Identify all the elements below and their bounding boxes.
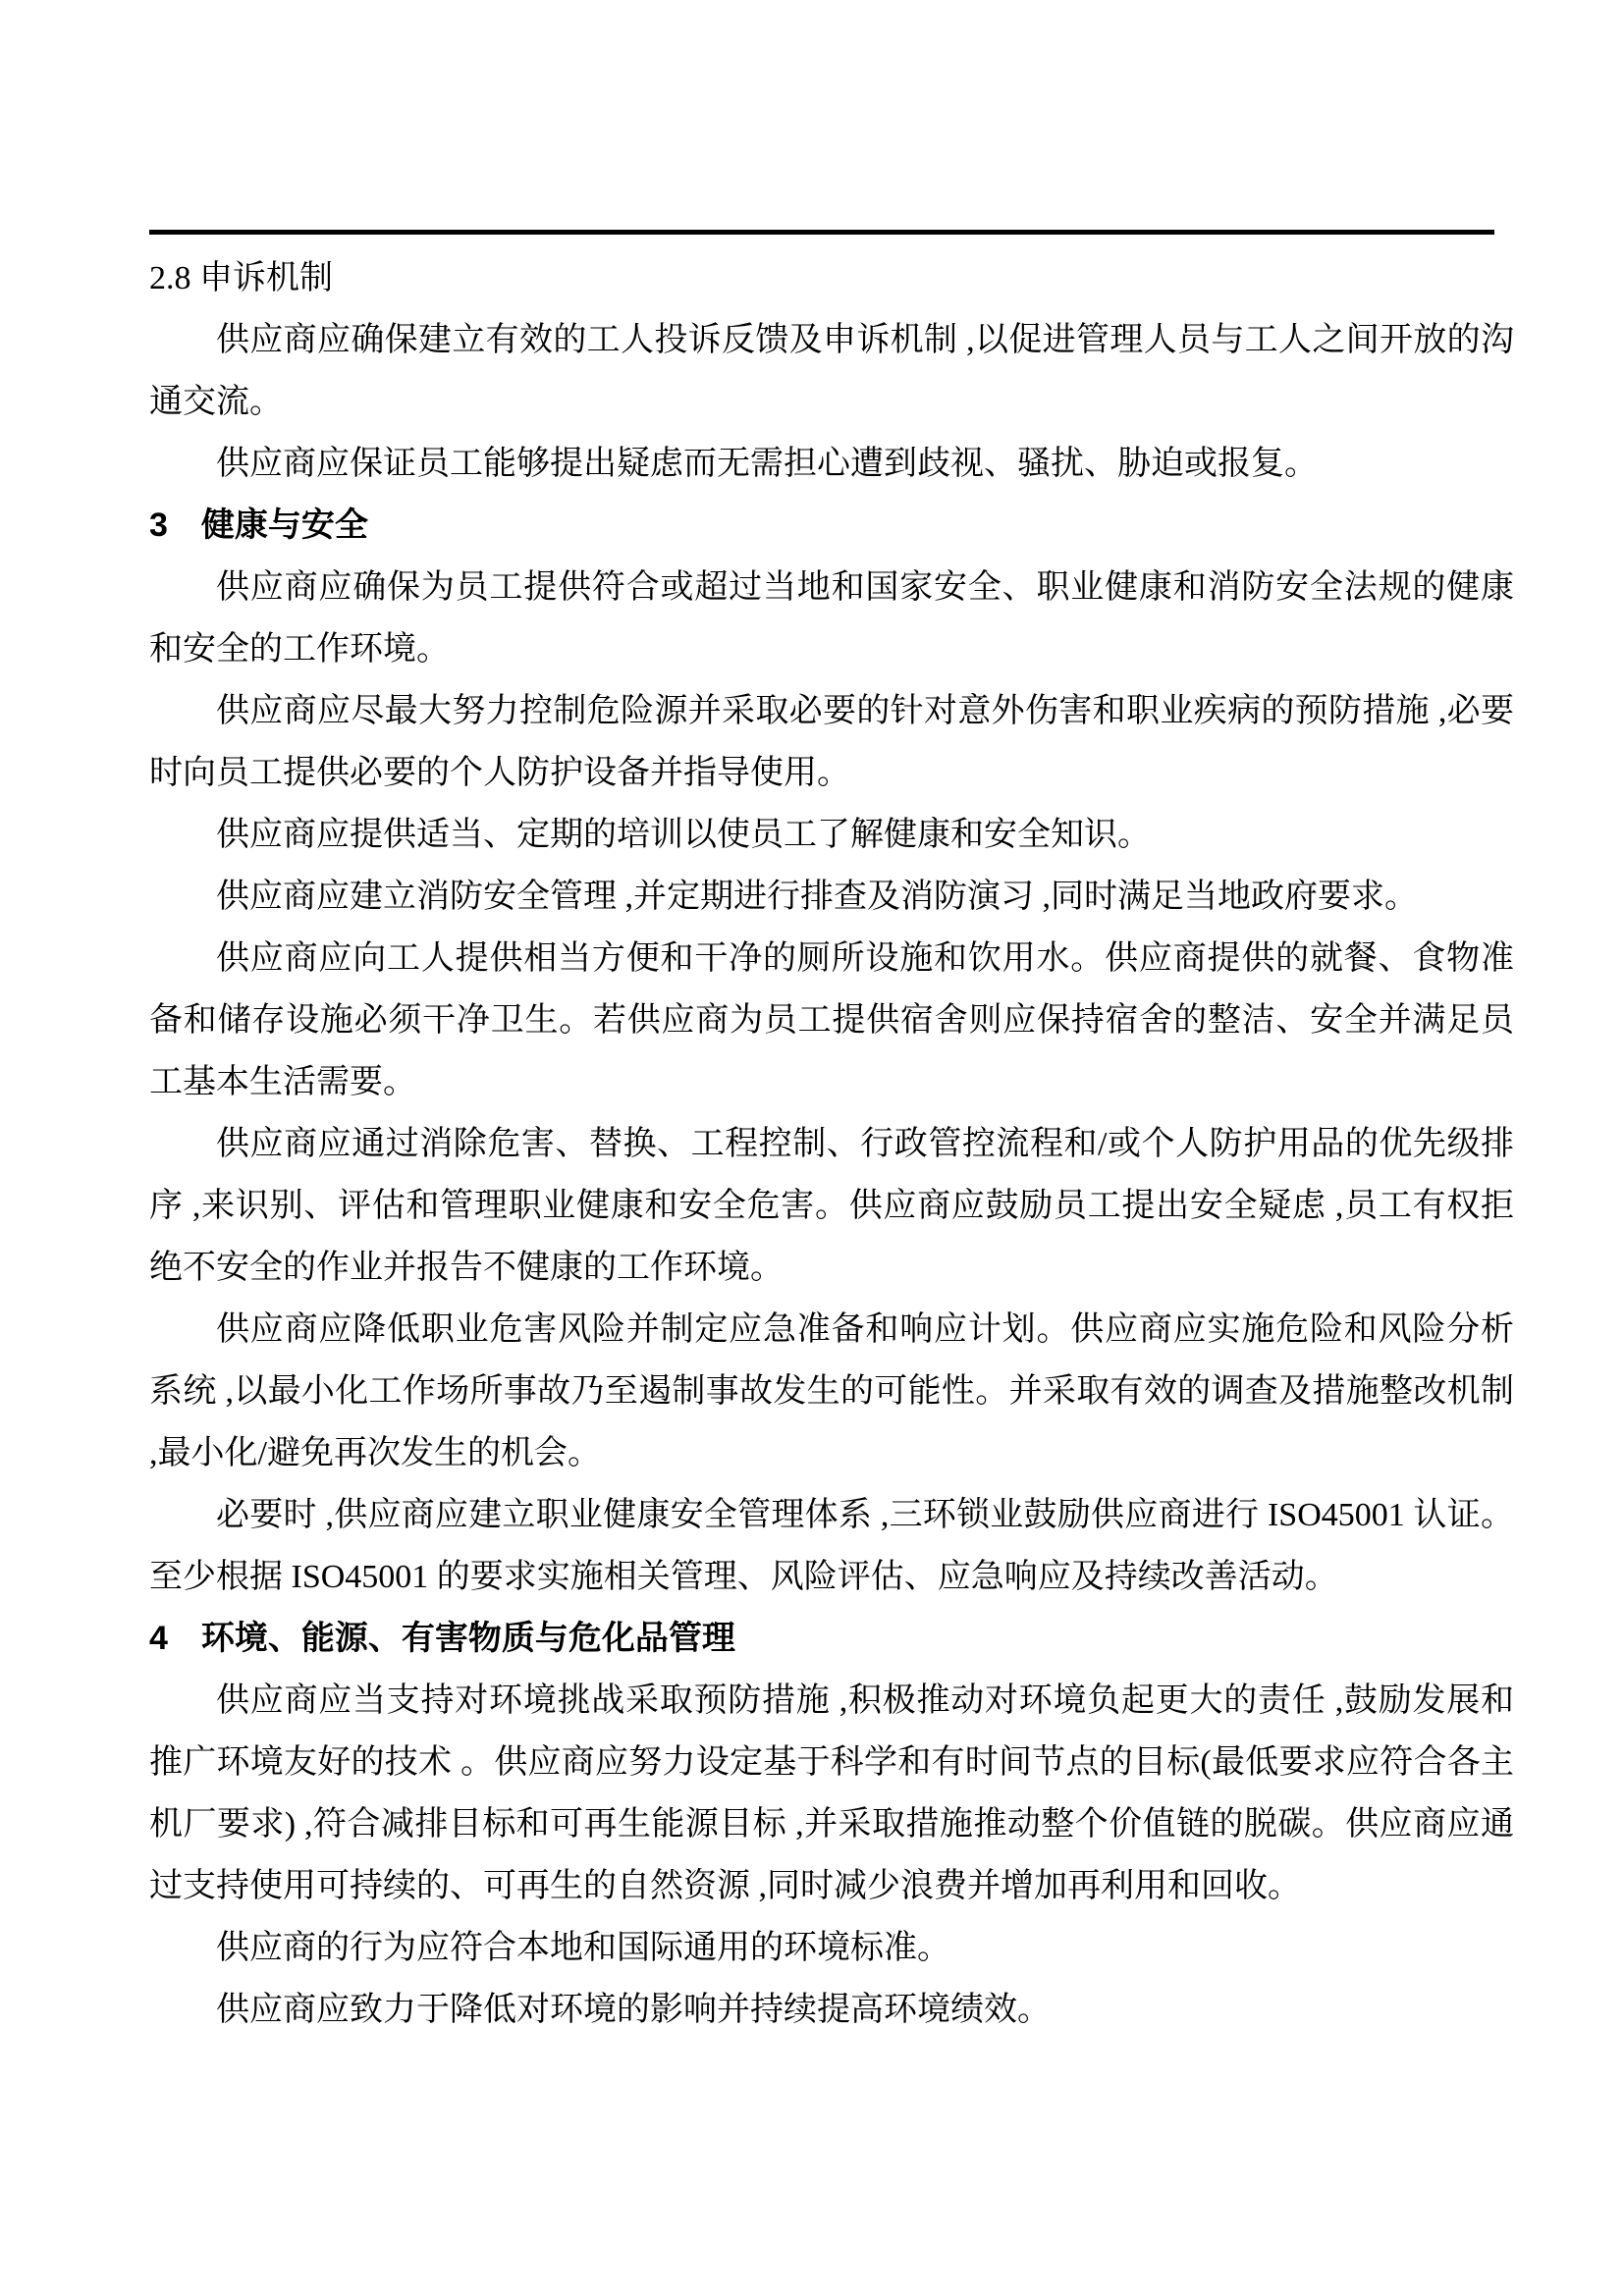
section-heading-environment: 4 环境、能源、有害物质与危化品管理 <box>149 1620 735 1657</box>
document-body <box>149 247 1514 2041</box>
subsection-heading-grievance: 2.8 申诉机制 <box>149 260 333 296</box>
header-divider <box>149 230 1494 235</box>
paragraph: 必要时 ,供应商应建立职业健康安全管理体系 ,三环锁业鼓励供应商进行 ISO45001 认证。至少根据 ISO45001 的要求实施相关管理、风险评估、应急响应及持续改善活动。 <box>149 1497 1514 1595</box>
paragraph: 供应商应向工人提供相当方便和干净的厕所设施和饮用水。供应商提供的就餐、食物准备和储存设施必须干净卫生。若供应商为员工提供宿舍则应保持宿舍的整洁、安全并满足员工基本生活需要。 <box>149 940 1514 1100</box>
paragraph: 供应商应提供适当、定期的培训以使员工了解健康和安全知识。 <box>216 817 1151 853</box>
paragraph: 供应商应建立消防安全管理 ,并定期进行排查及消防演习 ,同时满足当地政府要求。 <box>216 879 1418 915</box>
paragraph: 供应商应尽最大努力控制危险源并采取必要的针对意外伤害和职业疾病的预防措施 ,必要时向员工提供必要的个人防护设备并指导使用。 <box>149 693 1514 791</box>
paragraph: 供应商的行为应符合本地和国际通用的环境标准。 <box>216 1930 950 1966</box>
paragraph: 供应商应保证员工能够提出疑虑而无需担心遭到歧视、骚扰、胁迫或报复。 <box>216 446 1318 482</box>
paragraph: 供应商应确保为员工提供符合或超过当地和国家安全、职业健康和消防安全法规的健康和安全的工作环境。 <box>149 569 1514 667</box>
section-heading-health-safety: 3 健康与安全 <box>149 507 368 544</box>
paragraph: 供应商应致力于降低对环境的影响并持续提高环境绩效。 <box>216 1992 1051 2028</box>
paragraph: 供应商应通过消除危害、替换、工程控制、行政管控流程和/或个人防护用品的优先级排序 ,来识别、评估和管理职业健康和安全危害。供应商应鼓励员工提出安全疑虑 ,员工有权拒绝不安全的作业并报告不健康的工作环境。 <box>149 1126 1514 1286</box>
paragraph: 供应商应确保建立有效的工人投诉反馈及申诉机制 ,以促进管理人员与工人之间开放的沟通交流。 <box>149 322 1514 420</box>
paragraph: 供应商应当支持对环境挑战采取预防措施 ,积极推动对环境负起更大的责任 ,鼓励发展和推广环境友好的技术 。供应商应努力设定基于科学和有时间节点的目标(最低要求应符合各主机厂要求) ,符合减排目标和可再生能源目标 ,并采取措施推动整个价值链的脱碳。供应商应通过支持使用可持续的、可再生的自然资源 ,同时减少浪费并增加再利用和回收。 <box>149 1682 1514 1904</box>
paragraph: 供应商应降低职业危害风险并制定应急准备和响应计划。供应商应实施危险和风险分析系统 ,以最小化工作场所事故乃至遏制事故发生的可能性。并采取有效的调查及措施整改机制 ,最小化/避免再次发生的机会。 <box>149 1311 1514 1471</box>
